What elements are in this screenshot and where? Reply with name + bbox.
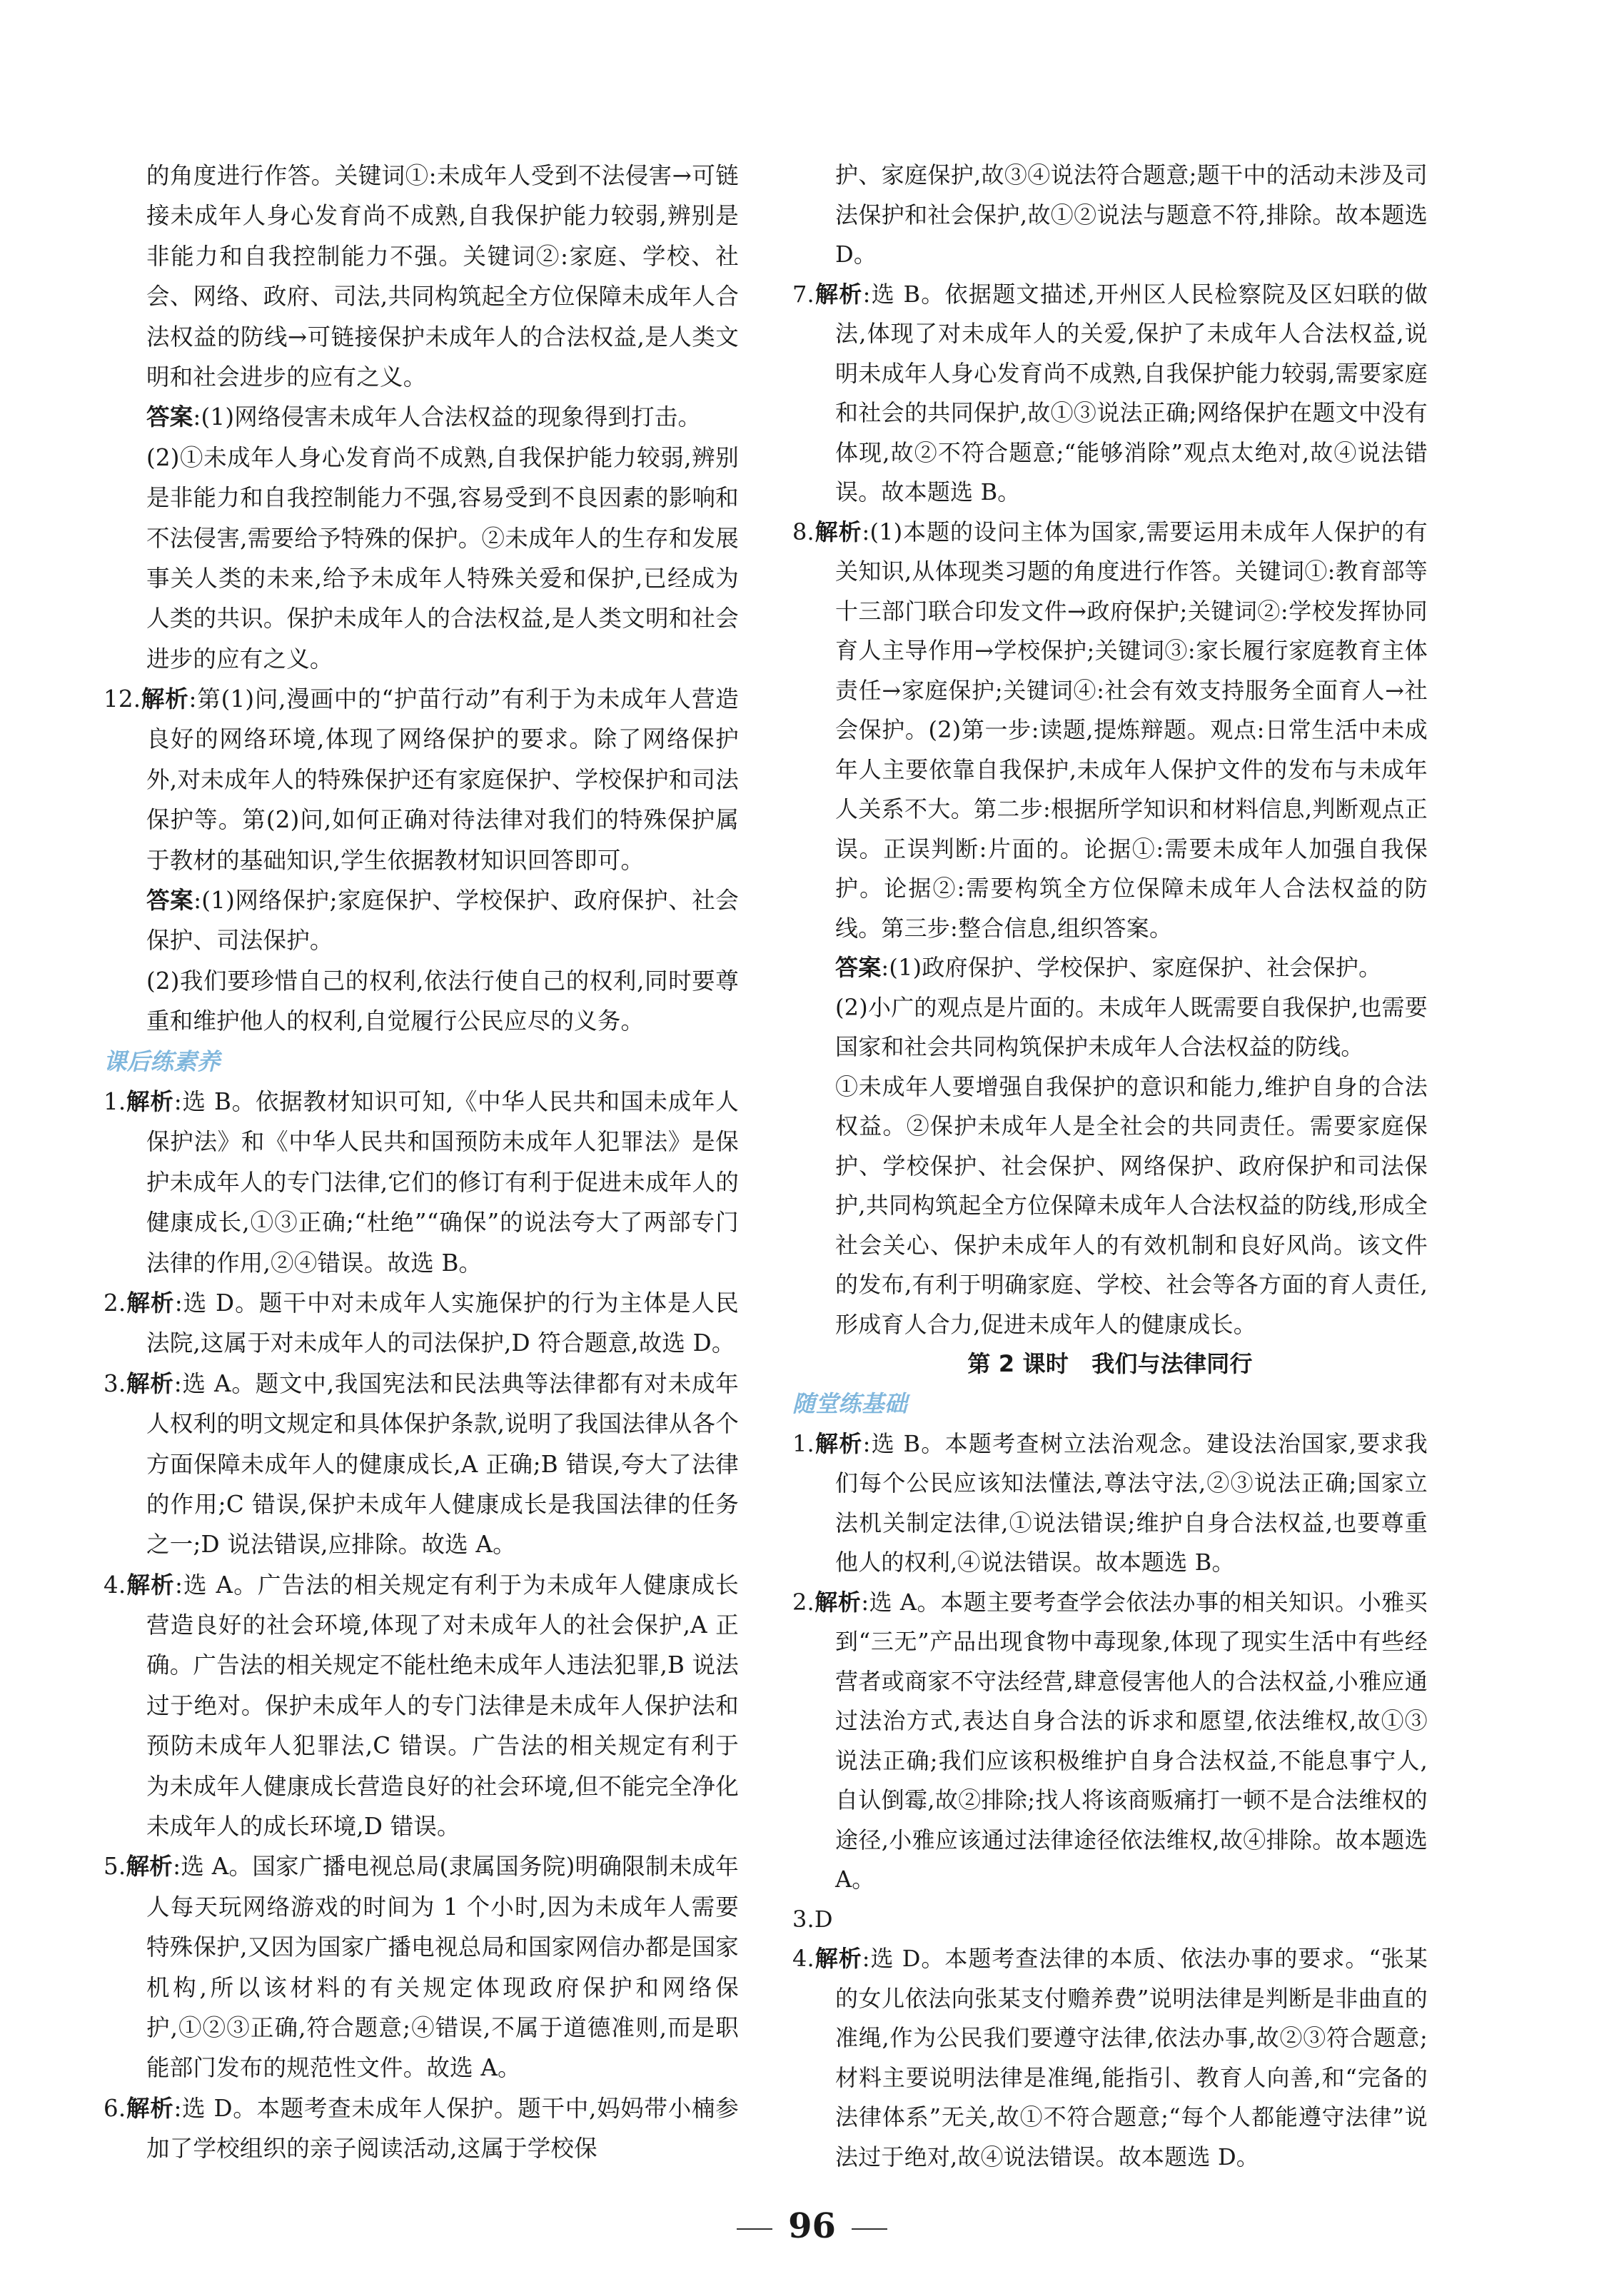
footer-dash-left (737, 2228, 772, 2230)
answer-text: :(1)网络侵害未成年人合法权益的现象得到打击。 (193, 403, 702, 431)
footer-dash-right (852, 2228, 887, 2230)
question-2 (792, 1583, 1428, 1900)
question-12 (104, 679, 739, 880)
question-number: 3. (104, 1369, 126, 1397)
answer-text: :(1)政府保护、学校保护、家庭保护、社会保护。 (881, 954, 1382, 982)
section-heading-after-class: 课后练素养 (104, 1047, 221, 1075)
question-number: 2. (792, 1588, 814, 1616)
page-number: 96 (788, 2206, 836, 2246)
analysis-text: :选 D。本题考查法律的本质、依法办事的要求。“张某的女儿依法向张某支付赡养费”说明法律是判断是非曲直的准绳,作为公民我们要遵守法律,依法办事,故②③符合题意;材料主要说明法律是准绳,能指引、教育人向善,和“完备的法律体系”无关,故①不符合题意;“每个人都能遵守法律”说法过于绝对,故④说法错误。故本题选 D。 (835, 1945, 1428, 2170)
analysis-text: :选 D。题干中对未成年人实施保护的行为主体是人民法院,这属于对未成年人的司法保护,D 符合题意,故选 D。 (146, 1289, 739, 1357)
question-6 (104, 2088, 739, 2169)
analysis-label: 解析 (126, 1369, 174, 1397)
analysis-label: 解析 (126, 1087, 174, 1115)
answer-paragraph (104, 397, 739, 437)
lesson-title: 第 2 课时 我们与法律同行 (967, 1350, 1253, 1378)
question-7 (792, 275, 1428, 513)
analysis-text: :选 B。依据教材知识可知,《中华人民共和国未成年人保护法》和《中华人民共和国预防未成年人犯罪法》是保护未成年人的专门法律,它们的修订有利于促进未成年人的健康成长,①③正确;“杜绝”“确保”的说法夸大了两部专门法律的作用,②④错误。故选 B。 (146, 1087, 739, 1277)
analysis-label: 解析 (814, 1429, 863, 1457)
analysis-text: :选 D。本题考查未成年人保护。题干中,妈妈带小楠参加了学校组织的亲子阅读活动,这属于学校保 (146, 2094, 739, 2163)
answer-paragraph-2: (2)①未成年人身心发育尚不成熟,自我保护能力较弱,辨别是非能力和自我控制能力不强,容易受到不良因素的影响和不法侵害,需要给予特殊的保护。②未成年人的生存和发展事关人类的未来,给予未成年人特殊关爱和保护,已经成为人类的共识。保护未成年人的合法权益,是人类文明和社会进步的应有之义。 (146, 443, 739, 673)
answer-label: 答案 (146, 886, 194, 915)
analysis-text: :选 A。本题主要考查学会依法办事的相关知识。小雅买到“三无”产品出现食物中毒现象,体现了现实生活中有些经营者或商家不守法经营,肆意侵害他人的合法权益,小雅应通过法治方式,表达自身合法的诉求和愿望,依法维权,故①③说法正确;我们应该积极维护自身合法权益,不能息事宁人,自认倒霉,故②排除;找人将该商贩痛打一顿不是合法维权的途径,小雅应该通过法律途径依法维权,故④排除。故本题选 A。 (835, 1588, 1428, 1893)
analysis-text: :选 B。依据题文描述,开州区人民检察院及区妇联的做法,体现了对未成年人的关爱,保护了未成年人合法权益,说明未成年人身心发育尚不成熟,自我保护能力较弱,需要家庭和社会的共同保护,故①③说法正确;网络保护在题文中没有体现,故②不符合题意;“能够消除”观点太绝对,故④说法错误。故本题选 B。 (835, 280, 1428, 506)
continued-analysis-paragraph: 护、家庭保护,故③④说法符合题意;题干中的活动未涉及司法保护和社会保护,故①②说法与题意不符,排除。故本题选 D。 (835, 161, 1428, 268)
section-heading-in-class: 随堂练基础 (792, 1389, 908, 1417)
question-number: 4. (792, 1945, 814, 1973)
analysis-label: 解析 (814, 1945, 862, 1973)
analysis-text: :选 A。题文中,我国宪法和民法典等法律都有对未成年人权利的明文规定和具体保护条款,说明了我国法律从各个方面保障未成年人的健康成长,A 正确;B 错误,夸大了法律的作用;C 错误,保护未成年人健康成长是我国法律的任务之一;D 说法错误,应排除。故选 A。 (146, 1369, 739, 1559)
analysis-label: 解析 (126, 1570, 175, 1599)
analysis-text: :第(1)问,漫画中的“护苗行动”有利于为未成年人营造良好的网络环境,体现了网络保护的要求。除了网络保护外,对未成年人的特殊保护还有家庭保护、学校保护和司法保护等。第(2)问,如何正确对待法律对我们的特殊保护属于教材的基础知识,学生依据教材知识回答即可。 (146, 685, 739, 874)
answer-paragraph-3: ①未成年人要增强自我保护的意识和能力,维护自身的合法权益。②保护未成年人是全社会的共同责任。需要家庭保护、学校保护、社会保护、网络保护、政府保护和司法保护,共同构筑起全方位保障未成年人合法权益的防线,形成全社会关心、保护未成年人的有效机制和良好风尚。该文件的发布,有利于明确家庭、学校、社会等各方面的育人责任,形成育人合力,促进未成年人的健康成长。 (835, 1072, 1428, 1338)
question-1 (104, 1082, 739, 1283)
question-number: 1. (104, 1087, 126, 1115)
analysis-text: :选 A。国家广播电视总局(隶属国务院)明确限制未成年人每天玩网络游戏的时间为 1 个小时,因为未成年人需要特殊保护,又因为国家广播电视总局和国家网信办都是国家机构,所以该材料的有关规定体现政府保护和网络保护,①②③正确,符合题意;④错误,不属于道德准则,而是职能部门发布的规范性文件。故选 A。 (146, 1853, 740, 2082)
question-3: 3.D (792, 1905, 833, 1933)
question-5 (104, 1846, 739, 2088)
answer-paragraph-2: (2)我们要珍惜自己的权利,依法行使自己的权利,同时要尊重和维护他人的权利,自觉履行公民应尽的义务。 (146, 967, 739, 1035)
analysis-label: 解析 (126, 2093, 174, 2122)
analysis-label: 解析 (814, 280, 863, 308)
analysis-label: 解析 (126, 1852, 173, 1881)
analysis-text: :(1)本题的设问主体为国家,需要运用未成年人保护的有关知识,从体现类习题的角度进行作答。关键词①:教育部等十三部门联合印发文件→政府保护;关键词②:学校发挥协同育人主导作用→学校保护;关键词③:家长履行家庭教育主体责任→家庭保护;关键词④:社会有效支持服务全面育人→社会保护。(2)第一步:读题,提炼辩题。观点:日常生活中未成年人主要依靠自我保护,未成年人保护文件的发布与未成年人关系不大。第二步:根据所学知识和材料信息,判断观点正误。正误判断:片面的。论据①:需要未成年人加强自我保护。论据②:需要构筑全方位保障未成年人合法权益的防线。第三步:整合信息,组织答案。 (835, 518, 1428, 942)
analysis-label: 解析 (814, 1588, 862, 1616)
page-footer (0, 2206, 1624, 2246)
question-number: 2. (104, 1289, 126, 1317)
question-number: 7. (792, 280, 814, 308)
answer-paragraph (792, 948, 1428, 988)
question-number: 8. (792, 518, 814, 545)
question-2 (104, 1283, 739, 1364)
answer-paragraph (104, 880, 739, 961)
analysis-text: :选 B。本题考查树立法治观念。建设法治国家,要求我们每个公民应该知法懂法,尊法守法,②③说法正确;国家立法机关制定法律,①说法错误;维护自身合法权益,也要尊重他人的权利,④说法错误。故本题选 B。 (835, 1429, 1428, 1576)
answer-label: 答案 (835, 954, 882, 982)
question-4 (792, 1939, 1428, 2177)
question-number: 4. (104, 1571, 126, 1599)
analysis-label: 解析 (814, 518, 862, 545)
analysis-text: :选 A。广告法的相关规定有利于为未成年人健康成长营造良好的社会环境,体现了对未成年人的社会保护,A 正确。广告法的相关规定不能杜绝未成年人违法犯罪,B 说法过于绝对。保护未成年人的专门法律是未成年人保护法和预防未成年人犯罪法,C 错误。广告法的相关规定有利于为未成年人健康成长营造良好的社会环境,但不能完全净化未成年人的成长环境,D 错误。 (146, 1571, 739, 1841)
continued-analysis-paragraph: 的角度进行作答。关键词①:未成年人受到不法侵害→可链接未成年人身心发育尚不成熟,自我保护能力较弱,辨别是非能力和自我控制能力不强。关键词②:家庭、学校、社会、网络、政府、司法,共同构筑起全方位保障未成年人合法权益的防线→可链接保护未成年人的合法权益,是人类文明和社会进步的应有之义。 (146, 162, 739, 391)
question-number: 12. (104, 685, 141, 713)
question-number: 6. (104, 2094, 126, 2122)
analysis-label: 解析 (141, 685, 189, 713)
question-8 (792, 513, 1428, 949)
analysis-label: 解析 (126, 1288, 175, 1317)
right-column (792, 156, 1428, 2177)
question-number: 1. (792, 1429, 814, 1457)
left-column (104, 156, 739, 2169)
question-3 (104, 1364, 739, 1565)
question-4 (104, 1565, 739, 1847)
question-number: 5. (104, 1853, 126, 1881)
answer-paragraph-2: (2)小广的观点是片面的。未成年人既需要自我保护,也需要国家和社会共同构筑保护未成年人合法权益的防线。 (835, 993, 1428, 1061)
answer-text: :(1)网络保护;家庭保护、学校保护、政府保护、社会保护、司法保护。 (146, 887, 739, 955)
answer-label: 答案 (146, 403, 193, 431)
question-1 (792, 1424, 1428, 1583)
